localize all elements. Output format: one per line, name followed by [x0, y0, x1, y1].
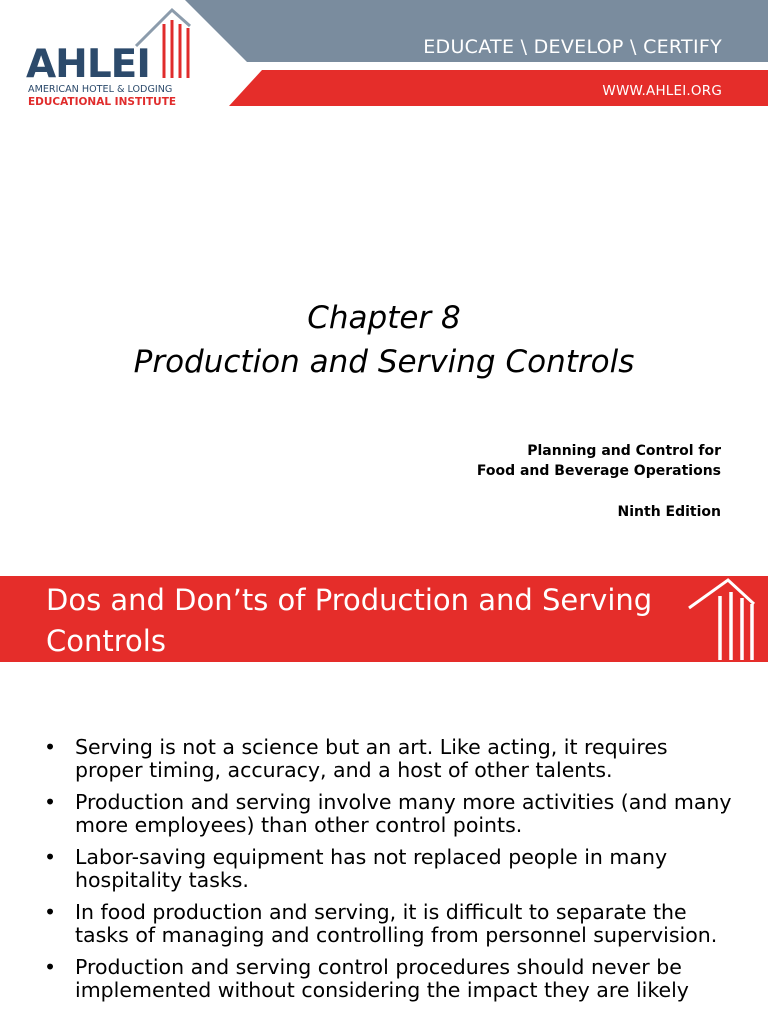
book-title-line-1: Planning and Control for — [527, 443, 721, 459]
list-item — [44, 846, 734, 892]
bullet-text: Serving is not a science but an art. Like acting, it requires proper timing, accuracy, and a host of other talents. — [75, 735, 668, 782]
bullet-icon: • — [44, 735, 57, 759]
list-item — [44, 791, 734, 837]
bullet-icon: • — [44, 900, 57, 924]
chapter-number: Chapter 8 — [307, 300, 461, 336]
slide-title-banner — [0, 576, 768, 662]
bullet-icon: • — [44, 790, 57, 814]
logo-wordmark: AHLEI — [26, 42, 150, 87]
list-item — [44, 956, 734, 1002]
book-info — [477, 441, 721, 522]
logo-subtitle-2: EDUCATIONAL INSTITUTE — [28, 96, 177, 108]
building-mark-icon — [686, 578, 756, 662]
bullet-text: Production and serving control procedures should never be implemented without considering the impact they are likely — [75, 955, 689, 1002]
book-title-line-2: Food and Beverage Operations — [476, 463, 721, 479]
content-slide — [0, 576, 768, 1024]
slide-title: Dos and Don’ts of Production and Serving Controls — [46, 583, 653, 658]
chapter-heading — [0, 296, 768, 384]
list-item — [44, 901, 734, 947]
ahlei-logo — [26, 6, 196, 110]
bullet-icon: • — [44, 845, 57, 869]
bullet-text: Production and serving involve many more activities (and many more employees) than other control points. — [75, 790, 732, 837]
logo-subtitle-1: AMERICAN HOTEL & LODGING — [28, 84, 173, 95]
bullet-text: In food production and serving, it is difficult to separate the tasks of managing and controlling from personnel supervision. — [75, 900, 718, 947]
bullet-icon: • — [44, 955, 57, 979]
edition-label: Ninth Edition — [617, 504, 721, 520]
bullet-text: Labor-saving equipment has not replaced people in many hospitality tasks. — [75, 845, 668, 892]
chapter-title: Production and Serving Controls — [133, 344, 635, 380]
tagline: EDUCATE \ DEVELOP \ CERTIFY — [423, 36, 722, 58]
list-item — [44, 736, 734, 782]
website-link[interactable]: WWW.AHLEI.ORG — [602, 83, 722, 99]
bullet-list — [44, 736, 734, 1011]
